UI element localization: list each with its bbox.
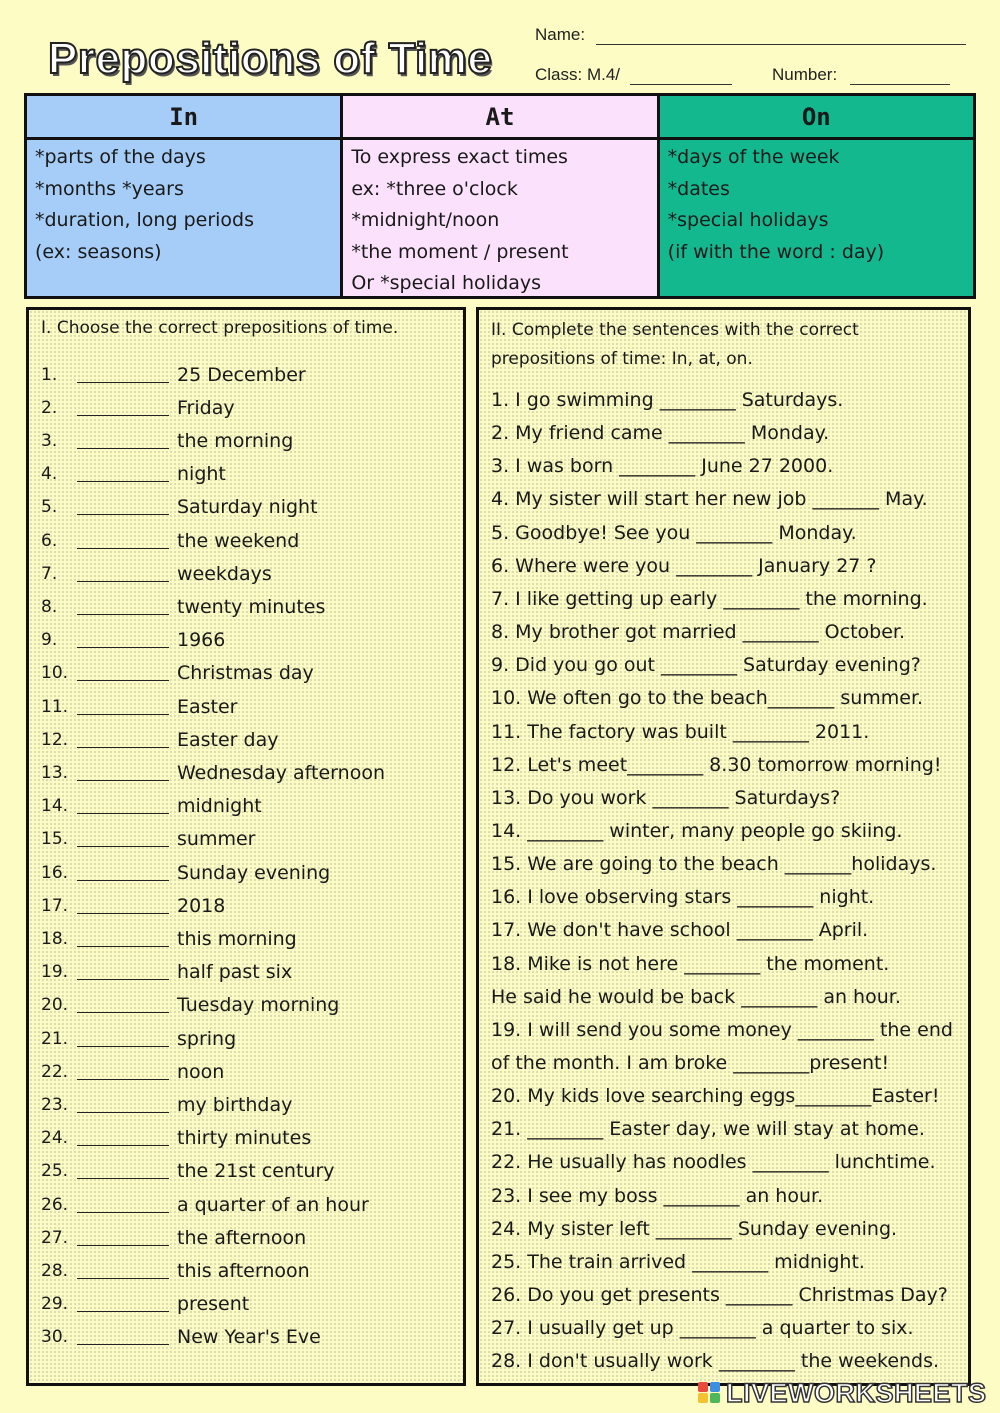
item-text: summer xyxy=(177,828,256,851)
rule-line: ex: *three o'clock xyxy=(351,177,518,200)
exercise-2-sentence[interactable]: 24. My sister left ________ Sunday evening. xyxy=(491,1217,898,1240)
item-text: the weekend xyxy=(177,529,300,552)
item-number: 24. xyxy=(41,1128,69,1149)
liveworksheets-logo-icon xyxy=(698,1382,724,1404)
rule-line: *dates xyxy=(667,177,730,200)
item-number: 25. xyxy=(41,1161,69,1182)
item-number: 18. xyxy=(41,928,69,949)
exercise-1-item xyxy=(41,1321,321,1354)
exercise-2-sentence[interactable]: 13. Do you work ________ Saturdays? xyxy=(491,786,841,809)
item-text: 1966 xyxy=(177,629,226,652)
exercise-2-sentence[interactable]: 18. Mike is not here ________ the moment. xyxy=(491,952,890,975)
answer-blank[interactable] xyxy=(77,1263,169,1279)
exercise-2-sentence[interactable]: 15. We are going to the beach _______holidays. xyxy=(491,853,937,876)
exercise-2-title xyxy=(491,316,961,374)
rule-line: *parts of the days xyxy=(35,146,206,168)
exercise-2-sentence[interactable]: 7. I like getting up early ________ the morning. xyxy=(491,587,928,610)
exercise-2-sentence[interactable]: 22. He usually has noodles ________ lunchtime. xyxy=(491,1151,936,1174)
answer-blank[interactable] xyxy=(77,732,169,748)
class-field[interactable] xyxy=(630,84,732,85)
item-text: thirty minutes xyxy=(177,1127,312,1150)
exercise-2-sentence[interactable]: 20. My kids love searching eggs________Easter! xyxy=(491,1085,940,1108)
item-text: my birthday xyxy=(177,1093,293,1116)
exercise-2-sentence[interactable]: 11. The factory was built ________ 2011. xyxy=(491,720,870,743)
exercise-2-sentence[interactable]: of the month. I am broke ________present! xyxy=(491,1052,890,1074)
answer-blank[interactable] xyxy=(77,898,169,914)
answer-blank[interactable] xyxy=(77,831,169,847)
exercise-1-item xyxy=(41,590,325,623)
table-column-at xyxy=(343,96,659,296)
item-number: 4. xyxy=(41,464,58,485)
exercise-1-item xyxy=(41,790,262,823)
item-number: 10. xyxy=(41,663,69,684)
exercise-2-sentence[interactable]: 6. Where were you ________ January 27 ? xyxy=(491,554,877,577)
item-text: 25 December xyxy=(177,363,306,386)
exercise-1-item xyxy=(41,1221,306,1254)
answer-blank[interactable] xyxy=(77,1031,169,1047)
item-text: Wednesday afternoon xyxy=(177,761,385,784)
name-label: Name: xyxy=(535,25,586,44)
exercise-1-item xyxy=(41,1122,311,1155)
answer-blank[interactable] xyxy=(77,466,169,482)
item-number: 20. xyxy=(41,995,69,1016)
item-number: 11. xyxy=(41,696,69,717)
answer-blank[interactable] xyxy=(77,400,169,416)
item-number: 1. xyxy=(41,364,58,385)
liveworksheets-logo-text: LIVEWORKSHEETS xyxy=(726,1377,987,1408)
table-column-in xyxy=(27,96,343,296)
item-text: this afternoon xyxy=(177,1259,310,1282)
exercise-2-sentence[interactable]: 16. I love observing stars ________ night. xyxy=(491,886,875,909)
column-heading-on: On xyxy=(660,96,973,140)
liveworksheets-logo xyxy=(698,1378,993,1408)
item-text: New Year's Eve xyxy=(177,1326,321,1349)
answer-blank[interactable] xyxy=(77,798,169,814)
exercise-1-item xyxy=(41,723,279,756)
item-text: present xyxy=(177,1293,250,1316)
answer-blank[interactable] xyxy=(77,1097,169,1113)
answer-blank[interactable] xyxy=(77,964,169,980)
column-body-at xyxy=(343,140,656,296)
item-number: 15. xyxy=(41,829,69,850)
exercise-2-sentence[interactable]: 5. Goodbye! See you ________ Monday. xyxy=(491,521,857,544)
item-number: 26. xyxy=(41,1194,69,1215)
item-number: 14. xyxy=(41,796,69,817)
item-text: Friday xyxy=(177,396,235,419)
answer-blank[interactable] xyxy=(77,632,169,648)
exercise-1-item xyxy=(41,391,235,424)
page-title: Prepositions of Time xyxy=(48,34,493,83)
item-number: 22. xyxy=(41,1061,69,1082)
column-body-in xyxy=(27,140,340,296)
item-text: 2018 xyxy=(177,894,226,917)
item-number: 30. xyxy=(41,1327,69,1348)
item-text: night xyxy=(177,463,226,486)
answer-blank[interactable] xyxy=(77,1064,169,1080)
answer-blank[interactable] xyxy=(77,1296,169,1312)
rule-line: (ex: seasons) xyxy=(35,240,162,263)
exercise-2-sentence[interactable]: 4. My sister will start her new job _______ May. xyxy=(491,488,928,511)
exercise-1-item xyxy=(41,956,292,989)
exercise-1-item xyxy=(41,1288,249,1321)
exercise-2-sentence[interactable]: 25. The train arrived ________ midnight. xyxy=(491,1250,865,1273)
item-text: noon xyxy=(177,1060,225,1083)
rule-line: To express exact times xyxy=(351,146,568,168)
exercise-2-title-line: prepositions of time: In, at, on. xyxy=(491,349,753,369)
item-text: twenty minutes xyxy=(177,595,326,618)
item-number: 13. xyxy=(41,762,69,783)
answer-blank[interactable] xyxy=(77,1230,169,1246)
item-number: 21. xyxy=(41,1028,69,1049)
rule-line: (if with the word : day) xyxy=(667,240,885,263)
class-label: Class: M.4/ xyxy=(535,65,621,84)
exercise-1-box xyxy=(26,307,466,1386)
item-text: Easter xyxy=(177,695,238,718)
answer-blank[interactable] xyxy=(77,1130,169,1146)
rule-line: *months *years xyxy=(35,177,184,200)
exercise-2-sentence[interactable]: 1. I go swimming ________ Saturdays. xyxy=(491,389,844,411)
item-number: 29. xyxy=(41,1294,69,1315)
item-number: 28. xyxy=(41,1260,69,1281)
exercise-1-item xyxy=(41,424,293,457)
item-number: 23. xyxy=(41,1094,69,1115)
answer-blank[interactable] xyxy=(77,367,169,383)
answer-blank[interactable] xyxy=(77,699,169,715)
exercise-1-item xyxy=(41,1254,310,1287)
exercise-1-item xyxy=(41,557,272,590)
exercise-2-sentence[interactable]: 27. I usually get up ________ a quarter to six. xyxy=(491,1317,914,1340)
exercise-2-sentence[interactable]: 9. Did you go out ________ Saturday evening? xyxy=(491,654,921,677)
answer-blank[interactable] xyxy=(77,599,169,615)
rule-line: *days of the week xyxy=(667,146,840,168)
answer-blank[interactable] xyxy=(77,499,169,515)
exercise-2-sentence[interactable]: 26. Do you get presents _______ Christmas Day? xyxy=(491,1284,948,1307)
exercise-2-title-line: II. Complete the sentences with the correct xyxy=(491,320,859,340)
exercise-1-item xyxy=(41,922,297,955)
rule-line: *special holidays xyxy=(667,209,829,231)
answer-blank[interactable] xyxy=(77,566,169,582)
answer-blank[interactable] xyxy=(77,1329,169,1345)
number-label: Number: xyxy=(772,65,838,84)
column-heading-at: At xyxy=(343,96,656,140)
exercise-2-sentence[interactable]: 8. My brother got married ________ October. xyxy=(491,621,906,644)
item-number: 27. xyxy=(41,1227,69,1248)
exercise-2-sentence[interactable]: 10. We often go to the beach_______ summer. xyxy=(491,687,924,710)
exercise-1-item xyxy=(41,358,306,391)
exercise-1-item xyxy=(41,458,226,491)
answer-blank[interactable] xyxy=(77,533,169,549)
answer-blank[interactable] xyxy=(77,665,169,681)
rule-line: *duration, long periods xyxy=(35,209,255,231)
item-text: Tuesday morning xyxy=(177,994,340,1017)
item-text: Saturday night xyxy=(177,496,318,519)
item-text: half past six xyxy=(177,961,293,984)
item-number: 7. xyxy=(41,563,58,584)
exercise-2-sentence[interactable]: 12. Let's meet________ 8.30 tomorrow morning! xyxy=(491,753,942,776)
item-text: the morning xyxy=(177,429,294,452)
item-number: 9. xyxy=(41,630,58,651)
answer-blank[interactable] xyxy=(77,931,169,947)
exercise-2-sentence[interactable]: 21. ________ Easter day, we will stay at home. xyxy=(491,1118,925,1141)
name-field[interactable] xyxy=(596,44,966,45)
answer-blank[interactable] xyxy=(77,1197,169,1213)
item-number: 3. xyxy=(41,430,58,451)
item-text: the 21st century xyxy=(177,1160,335,1183)
exercise-1-item xyxy=(41,1088,292,1121)
exercise-1-item xyxy=(41,1155,335,1188)
exercise-2-sentence[interactable]: 19. I will send you some money ________ the end xyxy=(491,1018,953,1041)
item-number: 12. xyxy=(41,729,69,750)
exercise-2-sentence[interactable]: 17. We don't have school ________ April. xyxy=(491,919,869,942)
answer-blank[interactable] xyxy=(77,997,169,1013)
answer-blank[interactable] xyxy=(77,865,169,881)
table-column-on xyxy=(660,96,973,296)
item-text: weekdays xyxy=(177,562,272,585)
item-number: 5. xyxy=(41,497,58,518)
prepositions-table xyxy=(24,93,976,299)
item-number: 19. xyxy=(41,962,69,983)
item-text: Easter day xyxy=(177,728,279,751)
exercise-1-item xyxy=(41,1022,236,1055)
item-text: midnight xyxy=(177,795,262,818)
answer-blank[interactable] xyxy=(77,433,169,449)
item-number: 8. xyxy=(41,596,58,617)
item-text: this morning xyxy=(177,927,297,950)
number-field[interactable] xyxy=(850,84,950,85)
item-text: the afternoon xyxy=(177,1226,307,1249)
exercise-1-item xyxy=(41,823,255,856)
exercise-1-item xyxy=(41,524,299,557)
rule-line: *the moment / present xyxy=(351,240,569,263)
exercise-1-item xyxy=(41,889,225,922)
exercise-2-sentence[interactable]: He said he would be back ________ an hour. xyxy=(491,985,901,1008)
exercise-2-sentence[interactable]: 2. My friend came ________ Monday. xyxy=(491,422,830,445)
item-text: Sunday evening xyxy=(177,861,331,884)
column-body-on xyxy=(660,140,973,296)
item-number: 16. xyxy=(41,862,69,883)
exercise-1-item xyxy=(41,690,238,723)
exercise-2-sentence[interactable]: 28. I don't usually work ________ the weekends. xyxy=(491,1350,940,1373)
exercise-2-sentence[interactable]: 23. I see my boss ________ an hour. xyxy=(491,1184,824,1207)
item-number: 17. xyxy=(41,895,69,916)
item-number: 2. xyxy=(41,397,58,418)
exercise-1-item xyxy=(41,624,225,657)
column-heading-in: In xyxy=(27,96,340,140)
rule-line: *midnight/noon xyxy=(351,209,500,231)
item-number: 6. xyxy=(41,530,58,551)
exercise-1-title: I. Choose the correct prepositions of time. xyxy=(41,318,399,338)
answer-blank[interactable] xyxy=(77,1163,169,1179)
rule-line: Or *special holidays xyxy=(351,272,542,294)
exercise-1-item xyxy=(41,756,385,789)
item-text: spring xyxy=(177,1027,237,1050)
item-text: Christmas day xyxy=(177,662,314,685)
item-text: a quarter of an hour xyxy=(177,1193,369,1216)
exercise-1-item xyxy=(41,657,314,690)
exercise-2-box xyxy=(476,307,971,1386)
exercise-1-item xyxy=(41,1055,224,1088)
exercise-1-item xyxy=(41,491,318,524)
exercise-1-item xyxy=(41,989,339,1022)
exercise-2-sentence[interactable]: 14. ________ winter, many people go skiing. xyxy=(491,819,903,842)
exercise-1-item xyxy=(41,1188,369,1221)
answer-blank[interactable] xyxy=(77,765,169,781)
exercise-1-item xyxy=(41,856,330,889)
exercise-2-sentence[interactable]: 3. I was born ________ June 27 2000. xyxy=(491,455,834,478)
